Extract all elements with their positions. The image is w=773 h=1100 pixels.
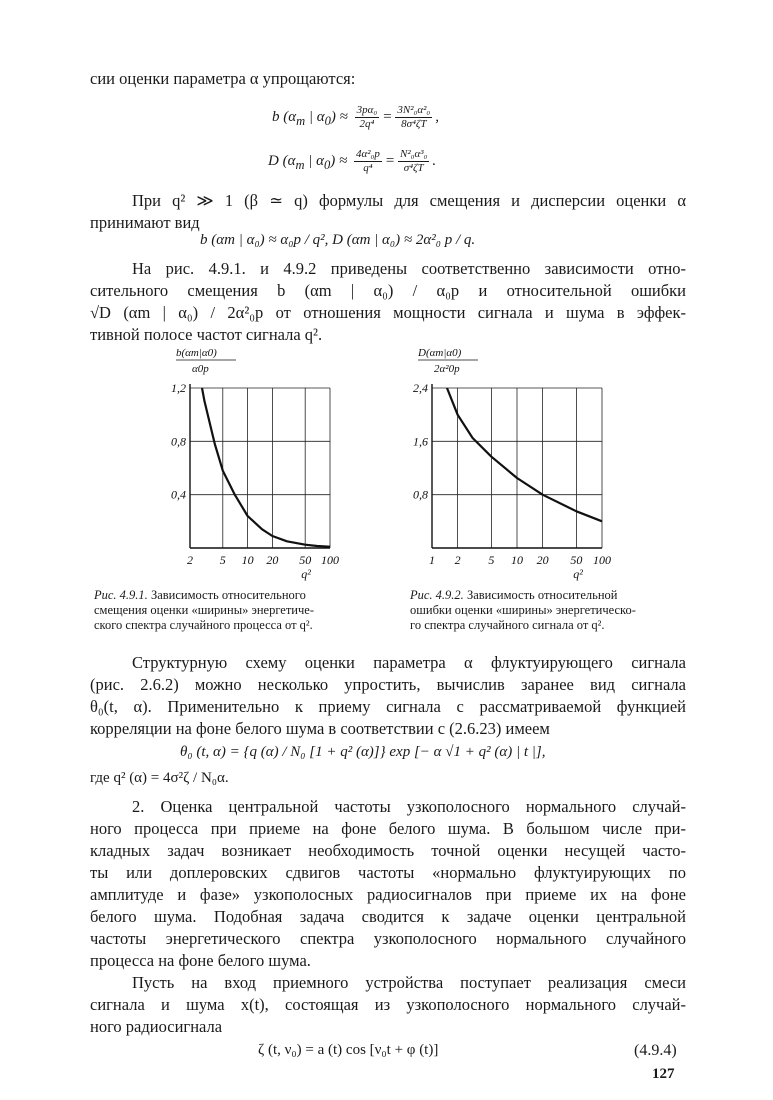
eq-part: = (382, 108, 393, 125)
text-line: √D (αm | α₀) / 2α²₀p от отношения мощности сигнала и шума в эффек- (90, 303, 686, 322)
numerator: 4α²₀p (355, 148, 380, 160)
x-tick-label: 1 (429, 553, 435, 567)
figure-caption-2 (410, 588, 636, 633)
equation-q-def: где q² (α) = 4σ²ζ / N₀α. (90, 770, 229, 786)
caption-text: Зависимость относительного (147, 588, 306, 602)
figure-4-9-1 (150, 338, 350, 588)
text-line: Пусть на вход приемного устройства поступает реализация смеси (132, 973, 686, 992)
text-line: ты или доплеровских сдвигов частоты «нормально флуктуирующих по (90, 863, 686, 882)
numerator: N²₀α³₀ (400, 148, 428, 160)
eq-part: . (432, 152, 437, 169)
denominator: 8σ⁴ζT (401, 118, 427, 130)
page-number: 127 (652, 1066, 675, 1082)
text-line: На рис. 4.9.1. и 4.9.2 приведены соответственно зависимости отно- (132, 259, 686, 278)
caption-text: смещения оценки «ширины» энергетиче- (94, 603, 314, 617)
eq-part: | α (304, 152, 324, 169)
x-tick-label: 20 (266, 553, 279, 567)
y-axis-label-denominator: 2α²0p (434, 363, 460, 375)
text-line: кладных задач возникает необходимость точной оценки несущей часто- (90, 841, 686, 860)
equation-signal-form: θ₀ (t, α) = {q (α) / N₀ [1 + q² (α)]} exp [− α √1 + q² (α) | t |], (180, 744, 546, 760)
text-line: ного процесса при приеме на фоне белого шума. В большом числе при- (90, 819, 686, 838)
y-axis-label-numerator: D(αm|α0) (418, 347, 462, 359)
eq-part: m (296, 113, 306, 128)
caption-text: Зависимость относительной (463, 588, 618, 602)
fraction (354, 148, 382, 175)
y-tick-label: 1,2 (171, 381, 186, 395)
figure-caption-1 (94, 588, 314, 633)
eq-part: b (α (272, 108, 297, 125)
eq-part: m (295, 157, 305, 172)
text-line: принимают вид (90, 213, 200, 232)
data-curve (447, 388, 602, 521)
numerator: 3pα₀ (356, 104, 378, 116)
x-tick-label: 100 (321, 553, 339, 567)
caption-ref: Рис. 4.9.1. (94, 588, 148, 602)
x-tick-label: 20 (536, 553, 549, 567)
y-tick-label: 0,8 (413, 487, 428, 502)
equation-limit: b (αm | α₀) ≈ α₀p / q², D (αm | α₀) ≈ 2α²₀ p / q. (200, 232, 476, 248)
text-line: процесса на фоне белого шума. (90, 951, 311, 970)
equation-number: (4.9.4) (634, 1042, 677, 1059)
x-axis-label: q² (301, 567, 311, 581)
y-tick-label: 0,4 (171, 487, 186, 502)
eq-part: = (384, 152, 395, 169)
equation-bias (272, 104, 439, 131)
caption-text: ошибки оценки «ширины» энергетическо- (410, 603, 636, 617)
text-line: 2. Оценка центральной частоты узкополосного нормального случай- (132, 797, 686, 816)
x-tick-label: 10 (511, 553, 523, 567)
x-tick-label: 50 (299, 553, 312, 567)
eq-part: | α (305, 108, 325, 125)
eq-part: 0 (323, 157, 331, 172)
eq-part: D (α (268, 152, 296, 169)
text-line: При q² ≫ 1 (β ≃ q) формулы для смещения и дисперсии оценки α (132, 191, 686, 210)
data-curve (202, 388, 330, 547)
text-line: сии оценки параметра α упрощаются: (90, 69, 356, 88)
text-line: амплитуде и фазе» узкополосных радиосигналов при приеме их на фоне (90, 885, 686, 904)
equation-radiosignal: ζ (t, ν₀) = a (t) cos [ν₀t + φ (t)] (258, 1042, 439, 1058)
x-tick-label: 5 (219, 553, 226, 567)
text-line: корреляции на фоне белого шума в соответствии с (2.6.23) имеем (90, 719, 550, 738)
y-tick-label: 1,6 (413, 434, 428, 449)
x-tick-label: 2 (187, 553, 193, 567)
equation-dispersion (268, 148, 436, 175)
caption-text: го спектра случайного сигнала от q². (410, 618, 605, 632)
y-axis-label-numerator: b(αm|α0) (176, 347, 217, 359)
fraction (398, 148, 429, 175)
fraction (395, 104, 432, 131)
text-line: Структурную схему оценки параметра α флуктуирующего сигнала (132, 653, 686, 672)
eq-part: 0 (324, 113, 331, 128)
x-axis-label: q² (573, 567, 583, 581)
text-line: белого шума. Подобная задача сводится к задаче оценки центральной (90, 907, 686, 926)
x-tick-label: 2 (454, 553, 461, 567)
figure-4-9-2 (392, 338, 622, 588)
eq-part: , (435, 108, 439, 125)
x-tick-label: 50 (570, 553, 583, 567)
eq-part: ) ≈ (330, 152, 348, 169)
y-axis-label-denominator: α0p (192, 363, 209, 375)
text-line: тивной полосе частот сигнала q². (90, 325, 323, 344)
text-line: θ₀(t, α). Применительно к приему сигнала с рассматриваемой функцией (90, 697, 686, 716)
denominator: 2q⁴ (359, 118, 375, 130)
eq-part: ) ≈ (330, 108, 348, 125)
caption-ref: Рис. 4.9.2. (410, 588, 464, 602)
text-line: сительного смещения b (αm | α₀) / α₀p и относительной ошибки (90, 281, 686, 300)
numerator: 3N²₀α²₀ (397, 104, 431, 116)
text-line: ного радиосигнала (90, 1017, 223, 1036)
x-tick-label: 5 (488, 553, 495, 567)
x-tick-label: 10 (241, 553, 254, 567)
caption-text: ского спектра случайного процесса от q². (94, 618, 313, 632)
y-tick-label: 2,4 (413, 381, 428, 395)
fraction (355, 104, 380, 131)
y-tick-label: 0,8 (171, 434, 186, 449)
denominator: q⁴ (363, 162, 373, 174)
text-line: сигнала и шума x(t), состоящая из узкополосного нормального случай- (90, 995, 686, 1014)
text-line: частоты энергетического спектра узкополосного нормального случайного (90, 929, 686, 948)
denominator: σ⁴ζT (403, 162, 424, 174)
text-line: (рис. 2.6.2) можно несколько упростить, вычислив заранее вид сигнала (90, 675, 686, 694)
x-tick-label: 100 (593, 553, 611, 567)
